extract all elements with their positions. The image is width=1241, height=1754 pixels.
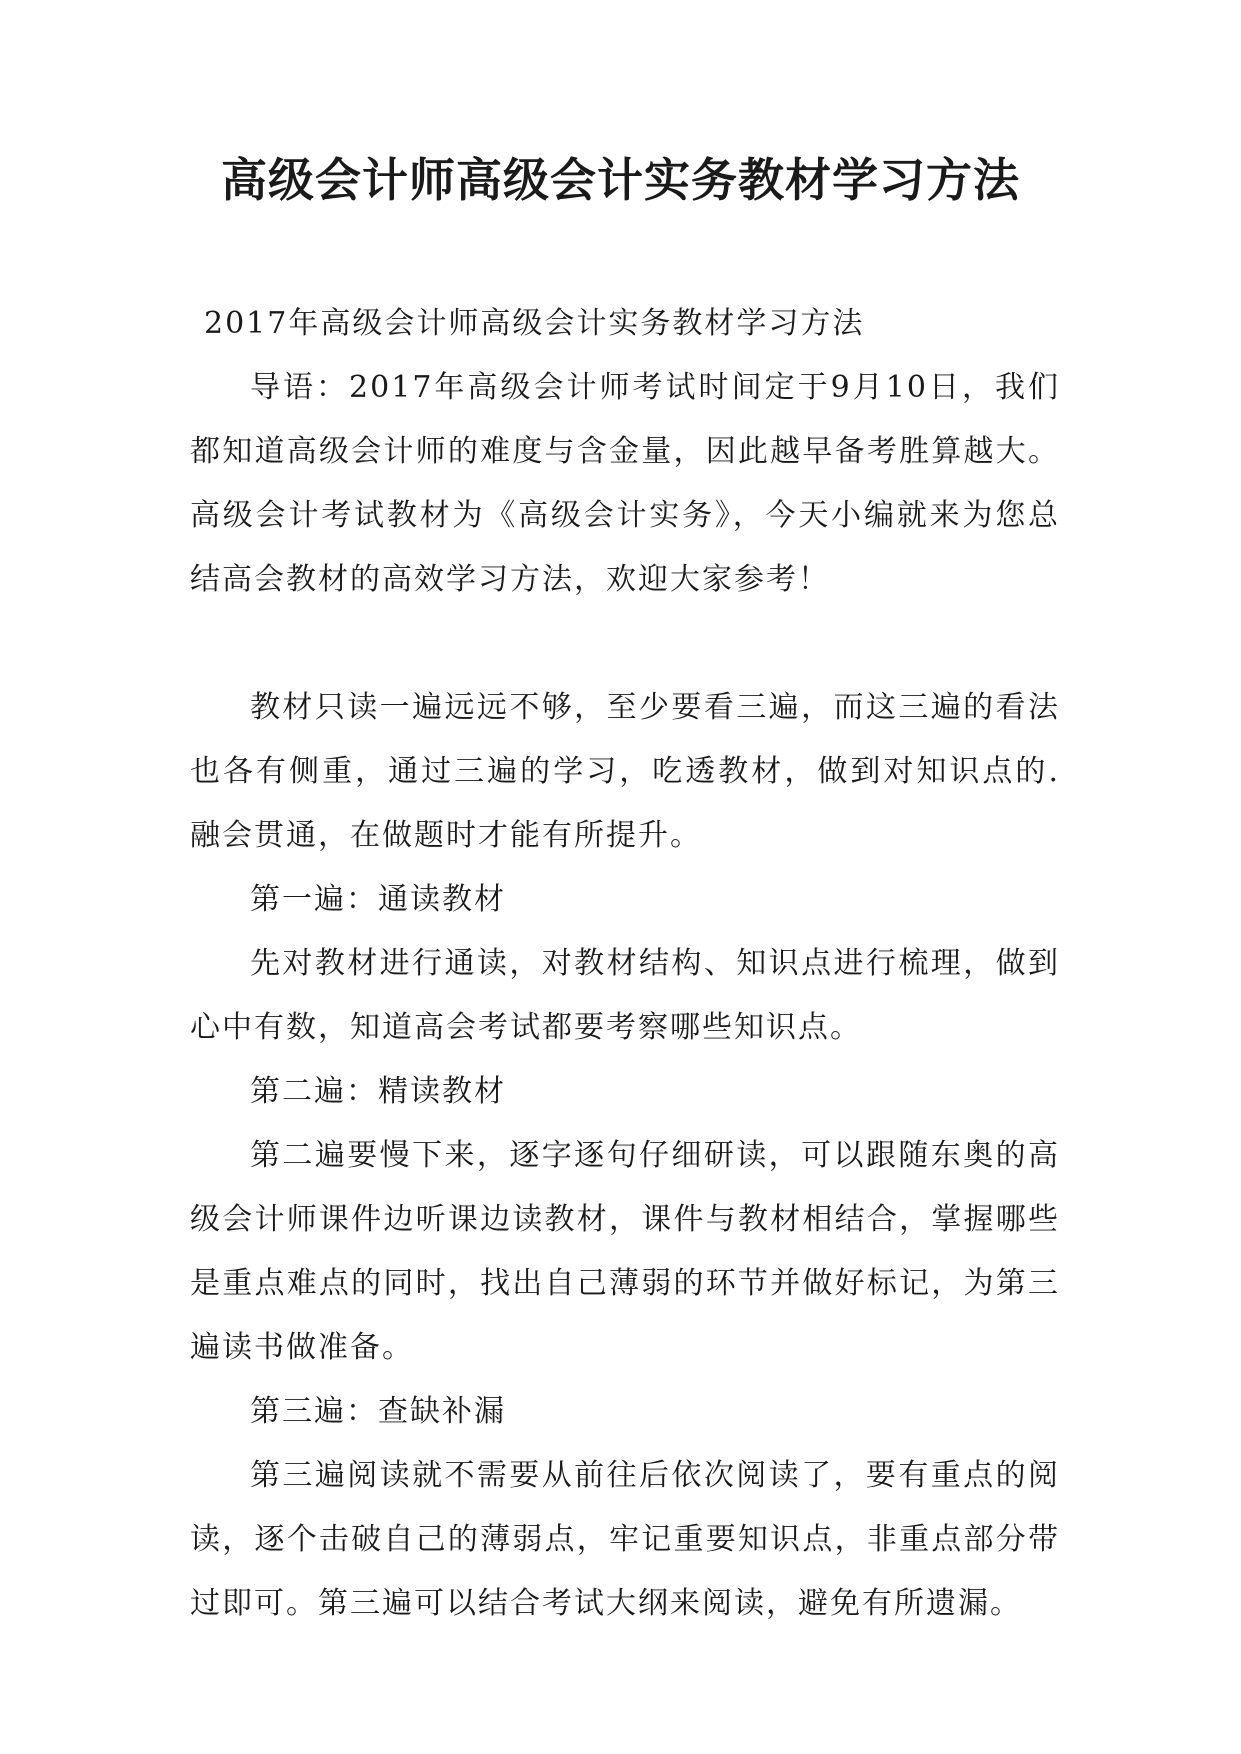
third-read-paragraph: 第三遍阅读就不需要从前往后依次阅读了，要有重点的阅读，逐个击破自己的薄弱点，牢记重要知识点，非重点部分带过即可。第三遍可以结合考试大纲来阅读，避免有所遗漏。 xyxy=(190,1458,1060,1621)
overview-paragraph: 教材只读一遍远远不够，至少要看三遍，而这三遍的看法也各有侧重，通过三遍的学习，吃透教材，做到对知识点的.融会贯通，在做题时才能有所提升。 xyxy=(190,690,1060,853)
paragraph-spacer xyxy=(190,612,1060,676)
intro-paragraph: 导语：2017年高级会计师考试时间定于9月10日，我们都知道高级会计师的难度与含金量，因此越早备考胜算越大。高级会计考试教材为《高级会计实务》，今天小编就来为您总结高会教材的高效学习方法，欢迎大家参考！ xyxy=(190,370,1060,597)
second-read-paragraph: 第二遍要慢下来，逐字逐句仔细研读，可以跟随东奥的高级会计师课件边听课边读教材，课件与教材相结合，掌握哪些是重点难点的同时，找出自己薄弱的环节并做好标记，为第三遍读书做准备。 xyxy=(190,1138,1060,1365)
section-heading-first-read: 第一遍：通读教材 xyxy=(250,882,506,917)
first-read-paragraph: 先对教材进行通读，对教材结构、知识点进行梳理，做到心中有数，知道高会考试都要考察哪些知识点。 xyxy=(190,946,1060,1045)
document-body xyxy=(190,292,1060,1636)
document-subtitle: 2017年高级会计师高级会计实务教材学习方法 xyxy=(204,306,865,341)
section-heading-second-read: 第二遍：精读教材 xyxy=(250,1074,506,1109)
section-heading-third-read: 第三遍：查缺补漏 xyxy=(250,1394,506,1429)
document-title: 高级会计师高级会计实务教材学习方法 xyxy=(221,153,1020,207)
